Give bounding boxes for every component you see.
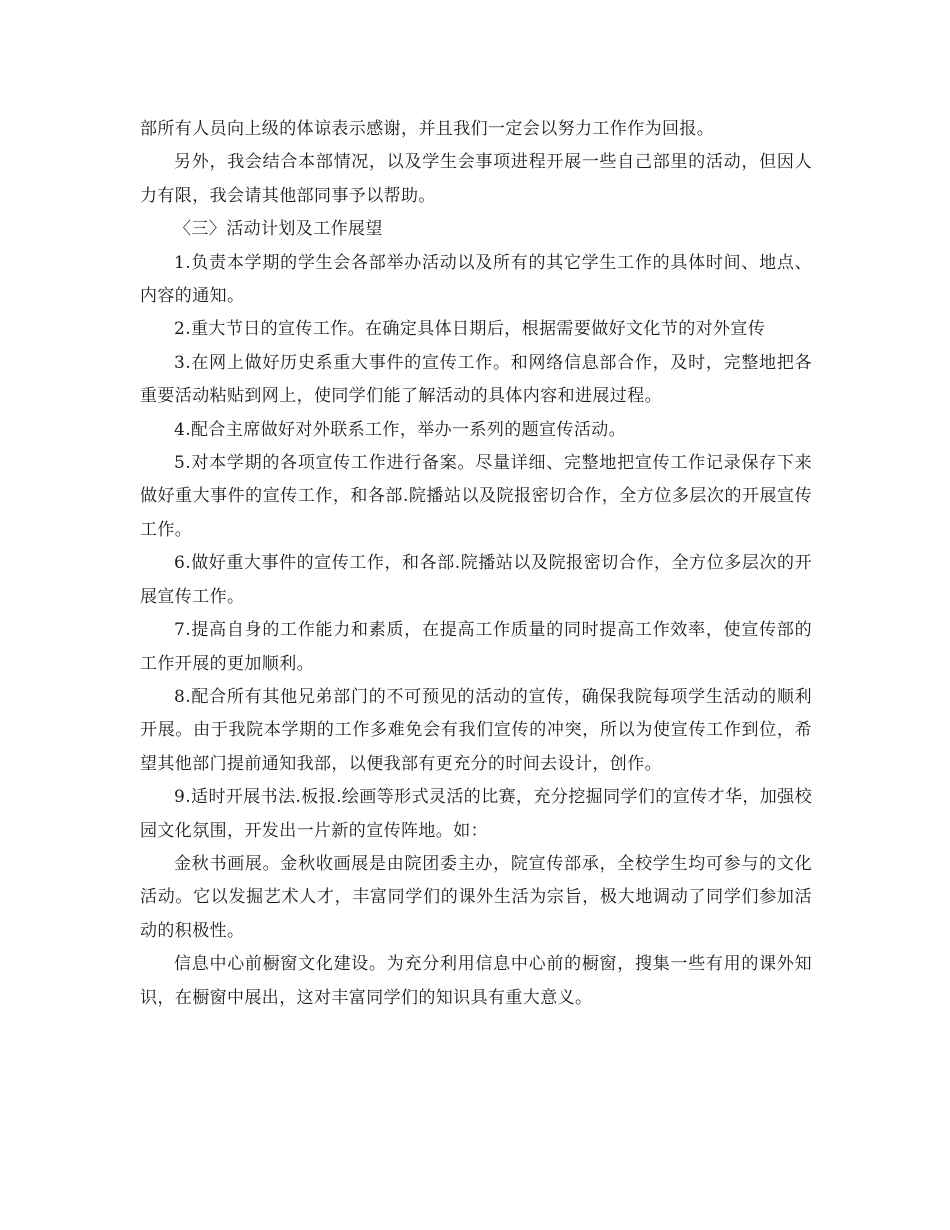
list-item-4: 4.配合主席做好对外联系工作，举办一系列的题宣传活动。	[174, 419, 627, 440]
paragraph-autumn-exhibition: 金秋书画展。金秋收画展是由院团委主办，院宣传部承，全校学生均可参与的文化活动。它以发掘艺术人才，丰富同学们的课外生活为宗旨，极大地调动了同学们参加活动的积极性。	[140, 853, 812, 941]
paragraph-department-activities: 另外，我会结合本部情况，以及学生会事项进程开展一些自己部里的活动，但因人力有限，我会请其他部同事予以帮助。	[140, 152, 812, 206]
list-item-3: 3.在网上做好历史系重大事件的宣传工作。和网络信息部合作，及时，完整地把各重要活动粘贴到网上，使同学们能了解活动的具体内容和进展过程。	[140, 352, 812, 407]
paragraph-continuation: 部所有人员向上级的体谅表示感谢，并且我们一定会以努力工作作为回报。	[140, 119, 715, 139]
list-item-6: 6.做好重大事件的宣传工作，和各部.院播站以及院报密切合作，全方位多层次的开展宣传工作。	[140, 553, 812, 607]
list-item-8: 8.配合所有其他兄弟部门的不可预见的活动的宣传，确保我院每项学生活动的顺利开展。由于我院本学期的工作多难免会有我们宣传的冲突，所以为使宣传工作到位，希望其他部门提前通知我部，以便我部有更充分的时间去设计，创作。	[140, 686, 812, 774]
section-heading-activity-plan: 〈三〉活动计划及工作展望	[174, 219, 383, 240]
list-item-7: 7.提高自身的工作能力和素质，在提高工作质量的同时提高工作效率，使宣传部的工作开展的更加顺利。	[140, 620, 812, 674]
list-item-1: 1.负责本学期的学生会各部举办活动以及所有的其它学生工作的具体时间、地点、内容的通知。	[140, 252, 812, 307]
document-body	[140, 113, 812, 1015]
paragraph-showcase-window: 信息中心前橱窗文化建设。为充分利用信息中心前的橱窗，搜集一些有用的课外知识，在橱窗中展出，这对丰富同学们的知识具有重大意义。	[140, 954, 812, 1008]
list-item-9: 9.适时开展书法.板报.绘画等形式灵活的比赛，充分挖掘同学们的宣传才华，加强校园文化氛围，开发出一片新的宣传阵地。如：	[140, 787, 812, 841]
list-item-5: 5.对本学期的各项宣传工作进行备案。尽量详细、完整地把宣传工作记录保存下来做好重大事件的宣传工作，和各部.院播站以及院报密切合作，全方位多层次的开展宣传工作。	[140, 453, 812, 540]
list-item-2: 2.重大节日的宣传工作。在确定具体日期后，根据需要做好文化节的对外宣传	[174, 319, 766, 340]
